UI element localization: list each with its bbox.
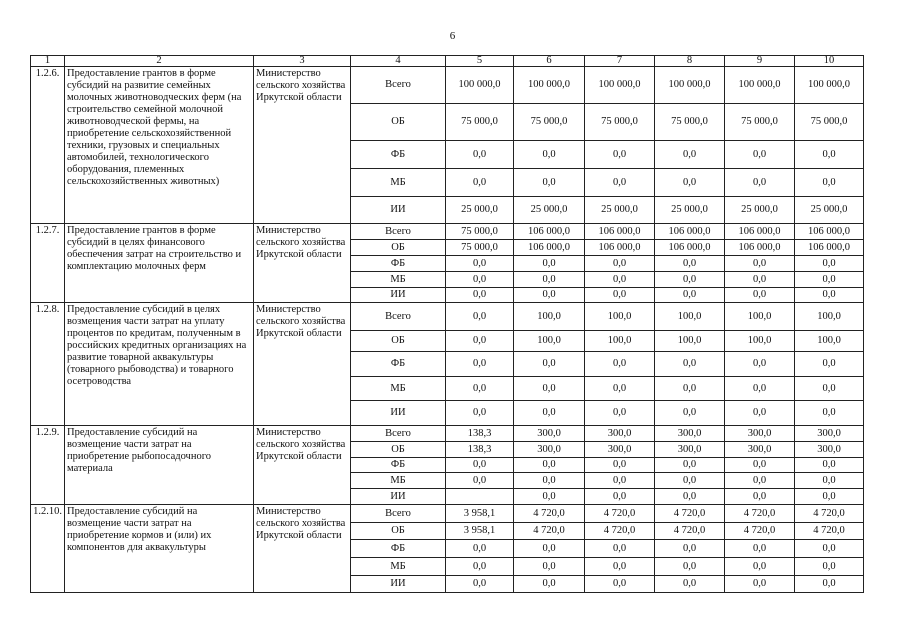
funding-source: Всего <box>351 67 446 104</box>
amount-cell: 138,3 <box>446 426 514 442</box>
item-number: 1.2.6. <box>31 67 65 224</box>
amount-cell: 0,0 <box>655 558 725 576</box>
funding-source: ФБ <box>351 141 446 169</box>
amount-cell: 0,0 <box>514 540 585 558</box>
item-number: 1.2.7. <box>31 224 65 303</box>
amount-cell: 0,0 <box>725 377 795 401</box>
column-number: 7 <box>585 56 655 67</box>
amount-cell: 4 720,0 <box>514 505 585 523</box>
amount-cell: 0,0 <box>795 540 864 558</box>
amount-cell: 0,0 <box>795 272 864 288</box>
amount-cell: 138,3 <box>446 442 514 458</box>
item-name: Предоставление грантов в форме субсидий на развитие семейных молочных животноводческих ферм (на строительство семейной молочной животноводческой фермы, на приобретение сельскохозяйственной техники, грузовых и специальных автомобилей, технологического оборудования, племенных сельскохозяйственных животных) <box>65 67 254 224</box>
item-name: Предоставление субсидий в целях возмещения части затрат на уплату процентов по кредитам, полученным в российских кредитных организациях на развитие товарной аквакультуры (товарного рыбоводства) и товарного осетроводства <box>65 303 254 426</box>
funding-source: ОБ <box>351 331 446 352</box>
funding-source: МБ <box>351 169 446 197</box>
amount-cell: 100,0 <box>795 303 864 331</box>
amount-cell: 100 000,0 <box>725 67 795 104</box>
amount-cell: 0,0 <box>446 540 514 558</box>
amount-cell: 25 000,0 <box>725 197 795 224</box>
amount-cell: 106 000,0 <box>795 240 864 256</box>
column-number: 6 <box>514 56 585 67</box>
amount-cell: 0,0 <box>446 352 514 377</box>
amount-cell: 0,0 <box>446 473 514 489</box>
table-row <box>31 67 864 104</box>
amount-cell: 75 000,0 <box>446 104 514 141</box>
amount-cell: 100,0 <box>585 303 655 331</box>
amount-cell: 0,0 <box>725 576 795 593</box>
amount-cell: 106 000,0 <box>585 240 655 256</box>
funding-source: МБ <box>351 473 446 489</box>
amount-cell: 0,0 <box>514 473 585 489</box>
amount-cell: 106 000,0 <box>514 224 585 240</box>
amount-cell: 300,0 <box>795 442 864 458</box>
funding-source: ФБ <box>351 352 446 377</box>
amount-cell: 0,0 <box>655 489 725 505</box>
amount-cell: 0,0 <box>446 458 514 473</box>
amount-cell: 100 000,0 <box>585 67 655 104</box>
amount-cell: 100,0 <box>795 331 864 352</box>
item-number: 1.2.10. <box>31 505 65 593</box>
item-number: 1.2.9. <box>31 426 65 505</box>
amount-cell: 0,0 <box>514 377 585 401</box>
column-number: 5 <box>446 56 514 67</box>
amount-cell: 100,0 <box>655 303 725 331</box>
amount-cell: 0,0 <box>795 141 864 169</box>
amount-cell: 0,0 <box>795 576 864 593</box>
amount-cell: 0,0 <box>795 288 864 303</box>
amount-cell: 0,0 <box>514 489 585 505</box>
amount-cell: 4 720,0 <box>795 523 864 540</box>
amount-cell: 0,0 <box>585 401 655 426</box>
column-number: 1 <box>31 56 65 67</box>
amount-cell: 0,0 <box>585 288 655 303</box>
funding-source: ОБ <box>351 523 446 540</box>
amount-cell <box>446 489 514 505</box>
amount-cell: 100,0 <box>725 303 795 331</box>
amount-cell: 0,0 <box>655 352 725 377</box>
amount-cell: 100 000,0 <box>446 67 514 104</box>
amount-cell: 0,0 <box>446 141 514 169</box>
amount-cell: 300,0 <box>725 426 795 442</box>
amount-cell: 4 720,0 <box>795 505 864 523</box>
amount-cell: 0,0 <box>514 288 585 303</box>
table-row <box>31 426 864 442</box>
amount-cell: 100,0 <box>514 331 585 352</box>
amount-cell: 0,0 <box>514 352 585 377</box>
amount-cell: 25 000,0 <box>514 197 585 224</box>
amount-cell: 0,0 <box>585 169 655 197</box>
amount-cell: 0,0 <box>514 458 585 473</box>
amount-cell: 4 720,0 <box>655 523 725 540</box>
funding-source: ИИ <box>351 288 446 303</box>
column-number: 8 <box>655 56 725 67</box>
amount-cell: 0,0 <box>585 352 655 377</box>
amount-cell: 0,0 <box>725 169 795 197</box>
amount-cell: 0,0 <box>585 141 655 169</box>
funding-source: МБ <box>351 377 446 401</box>
amount-cell: 0,0 <box>795 489 864 505</box>
amount-cell: 300,0 <box>795 426 864 442</box>
amount-cell: 0,0 <box>795 401 864 426</box>
amount-cell: 106 000,0 <box>795 224 864 240</box>
amount-cell: 0,0 <box>655 272 725 288</box>
amount-cell: 75 000,0 <box>725 104 795 141</box>
amount-cell: 0,0 <box>725 141 795 169</box>
funding-source: ФБ <box>351 256 446 272</box>
amount-cell: 75 000,0 <box>446 240 514 256</box>
amount-cell: 0,0 <box>446 377 514 401</box>
amount-cell: 0,0 <box>725 256 795 272</box>
funding-source: Всего <box>351 505 446 523</box>
amount-cell: 100,0 <box>514 303 585 331</box>
amount-cell: 0,0 <box>446 558 514 576</box>
amount-cell: 25 000,0 <box>655 197 725 224</box>
funding-source: ИИ <box>351 401 446 426</box>
amount-cell: 0,0 <box>795 458 864 473</box>
funding-source: ОБ <box>351 240 446 256</box>
amount-cell: 0,0 <box>514 272 585 288</box>
amount-cell: 300,0 <box>655 442 725 458</box>
amount-cell: 0,0 <box>585 473 655 489</box>
amount-cell: 4 720,0 <box>725 505 795 523</box>
amount-cell: 106 000,0 <box>514 240 585 256</box>
amount-cell: 3 958,1 <box>446 523 514 540</box>
amount-cell: 0,0 <box>795 352 864 377</box>
amount-cell: 0,0 <box>514 169 585 197</box>
page-number: 6 <box>449 30 456 42</box>
amount-cell: 4 720,0 <box>585 523 655 540</box>
amount-cell: 0,0 <box>795 256 864 272</box>
amount-cell: 25 000,0 <box>446 197 514 224</box>
responsible-org: Министерство сельского хозяйства Иркутской области <box>254 67 351 224</box>
funding-source: МБ <box>351 272 446 288</box>
amount-cell: 0,0 <box>725 288 795 303</box>
amount-cell: 0,0 <box>585 540 655 558</box>
program-table <box>30 55 864 593</box>
amount-cell: 0,0 <box>795 377 864 401</box>
funding-source: ОБ <box>351 442 446 458</box>
amount-cell: 0,0 <box>446 169 514 197</box>
amount-cell: 300,0 <box>655 426 725 442</box>
amount-cell: 0,0 <box>655 256 725 272</box>
amount-cell: 100,0 <box>655 331 725 352</box>
amount-cell: 0,0 <box>795 558 864 576</box>
amount-cell: 75 000,0 <box>514 104 585 141</box>
amount-cell: 4 720,0 <box>514 523 585 540</box>
funding-source: ИИ <box>351 197 446 224</box>
column-number: 9 <box>725 56 795 67</box>
amount-cell: 0,0 <box>585 558 655 576</box>
amount-cell: 106 000,0 <box>655 240 725 256</box>
amount-cell: 0,0 <box>655 576 725 593</box>
amount-cell: 0,0 <box>585 489 655 505</box>
amount-cell: 100,0 <box>725 331 795 352</box>
amount-cell: 0,0 <box>446 272 514 288</box>
amount-cell: 0,0 <box>725 352 795 377</box>
amount-cell: 0,0 <box>585 576 655 593</box>
amount-cell: 0,0 <box>655 458 725 473</box>
table-row <box>31 224 864 240</box>
responsible-org: Министерство сельского хозяйства Иркутской области <box>254 224 351 303</box>
amount-cell: 0,0 <box>585 272 655 288</box>
item-number: 1.2.8. <box>31 303 65 426</box>
funding-source: МБ <box>351 558 446 576</box>
responsible-org: Министерство сельского хозяйства Иркутской области <box>254 426 351 505</box>
amount-cell: 25 000,0 <box>795 197 864 224</box>
amount-cell: 0,0 <box>514 576 585 593</box>
column-number: 10 <box>795 56 864 67</box>
column-number: 3 <box>254 56 351 67</box>
column-number: 4 <box>351 56 446 67</box>
amount-cell: 0,0 <box>514 256 585 272</box>
funding-source: ИИ <box>351 489 446 505</box>
amount-cell: 0,0 <box>446 288 514 303</box>
amount-cell: 0,0 <box>514 141 585 169</box>
funding-source: ФБ <box>351 540 446 558</box>
funding-source: Всего <box>351 224 446 240</box>
amount-cell: 4 720,0 <box>655 505 725 523</box>
column-number-row <box>31 56 864 67</box>
amount-cell: 0,0 <box>514 558 585 576</box>
amount-cell: 300,0 <box>725 442 795 458</box>
amount-cell: 0,0 <box>446 303 514 331</box>
responsible-org: Министерство сельского хозяйства Иркутской области <box>254 303 351 426</box>
amount-cell: 0,0 <box>446 331 514 352</box>
amount-cell: 100 000,0 <box>655 67 725 104</box>
amount-cell: 25 000,0 <box>585 197 655 224</box>
amount-cell: 4 720,0 <box>725 523 795 540</box>
amount-cell: 106 000,0 <box>725 224 795 240</box>
amount-cell: 106 000,0 <box>655 224 725 240</box>
amount-cell: 0,0 <box>725 540 795 558</box>
funding-source: Всего <box>351 303 446 331</box>
amount-cell: 300,0 <box>585 442 655 458</box>
funding-source: ИИ <box>351 576 446 593</box>
amount-cell: 0,0 <box>795 473 864 489</box>
amount-cell: 75 000,0 <box>655 104 725 141</box>
amount-cell: 0,0 <box>446 256 514 272</box>
amount-cell: 0,0 <box>725 473 795 489</box>
amount-cell: 0,0 <box>446 401 514 426</box>
amount-cell: 0,0 <box>585 377 655 401</box>
amount-cell: 106 000,0 <box>585 224 655 240</box>
amount-cell: 300,0 <box>585 426 655 442</box>
amount-cell: 75 000,0 <box>446 224 514 240</box>
amount-cell: 106 000,0 <box>725 240 795 256</box>
amount-cell: 0,0 <box>655 141 725 169</box>
amount-cell: 0,0 <box>655 473 725 489</box>
amount-cell: 100 000,0 <box>514 67 585 104</box>
amount-cell: 0,0 <box>655 169 725 197</box>
funding-source: ФБ <box>351 458 446 473</box>
table-row <box>31 303 864 331</box>
amount-cell: 0,0 <box>655 288 725 303</box>
item-name: Предоставление грантов в форме субсидий в целях финансового обеспечения затрат на строительство и комплектацию молочных ферм <box>65 224 254 303</box>
amount-cell: 0,0 <box>655 377 725 401</box>
amount-cell: 0,0 <box>725 272 795 288</box>
funding-source: ОБ <box>351 104 446 141</box>
amount-cell: 0,0 <box>585 458 655 473</box>
amount-cell: 0,0 <box>514 401 585 426</box>
amount-cell: 0,0 <box>725 558 795 576</box>
amount-cell: 0,0 <box>585 256 655 272</box>
amount-cell: 100 000,0 <box>795 67 864 104</box>
item-name: Предоставление субсидий на возмещение части затрат на приобретение кормов и (или) их компонентов для аквакультуры <box>65 505 254 593</box>
amount-cell: 100,0 <box>585 331 655 352</box>
amount-cell: 0,0 <box>725 401 795 426</box>
amount-cell: 3 958,1 <box>446 505 514 523</box>
amount-cell: 4 720,0 <box>585 505 655 523</box>
amount-cell: 300,0 <box>514 426 585 442</box>
item-name: Предоставление субсидий на возмещение части затрат на приобретение рыбопосадочного материала <box>65 426 254 505</box>
funding-source: Всего <box>351 426 446 442</box>
amount-cell: 0,0 <box>655 540 725 558</box>
amount-cell: 75 000,0 <box>585 104 655 141</box>
table-row <box>31 505 864 523</box>
amount-cell: 0,0 <box>725 458 795 473</box>
amount-cell: 300,0 <box>514 442 585 458</box>
responsible-org: Министерство сельского хозяйства Иркутской области <box>254 505 351 593</box>
column-number: 2 <box>65 56 254 67</box>
amount-cell: 0,0 <box>655 401 725 426</box>
amount-cell: 75 000,0 <box>795 104 864 141</box>
amount-cell: 0,0 <box>446 576 514 593</box>
amount-cell: 0,0 <box>725 489 795 505</box>
amount-cell: 0,0 <box>795 169 864 197</box>
